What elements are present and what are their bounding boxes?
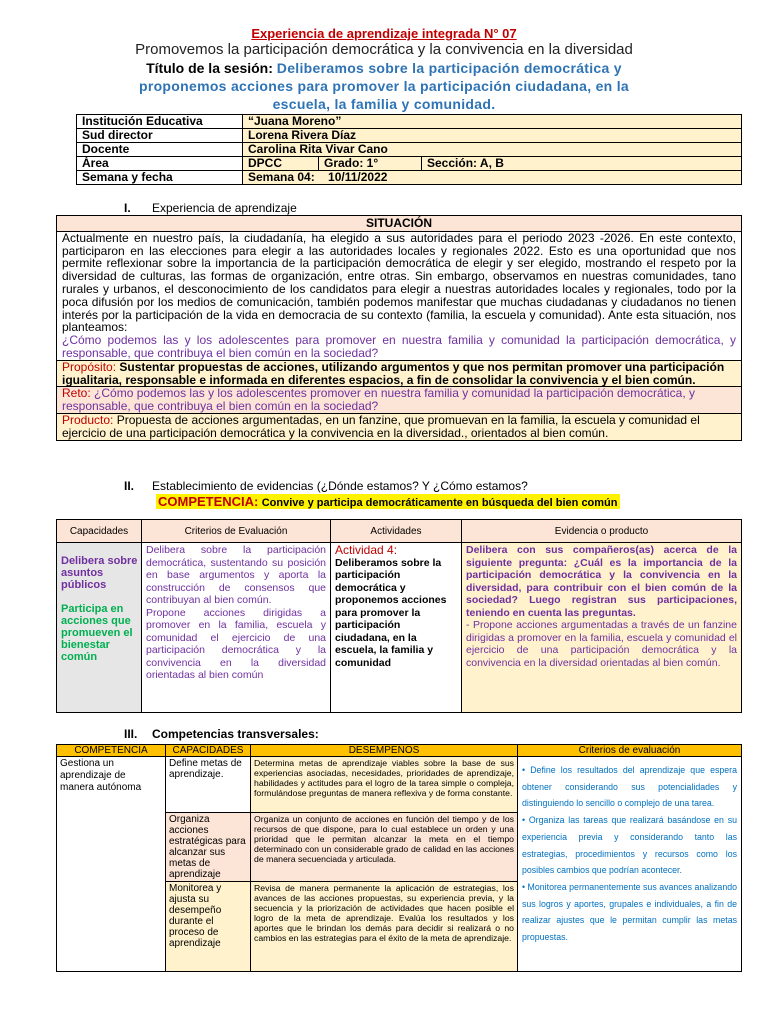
info-value: DPCC — [243, 157, 319, 171]
situacion-heading: SITUACIÓN — [57, 216, 742, 232]
transversales-table — [56, 744, 742, 972]
col-header: COMPETENCIA — [57, 745, 166, 757]
info-table — [76, 114, 742, 185]
session-label: Título de la sesión — [146, 60, 269, 76]
section-title: Experiencia de aprendizaje — [152, 201, 297, 215]
competencias-table — [56, 519, 742, 713]
evidencia-cell — [462, 543, 742, 713]
desempeno-cell: Organiza un conjunto de acciones en función del tiempo y de los recursos de que dispone, para lo cual establece un orden y una prioridad que le permitan alcanzar la meta en el tiempo determinado con un considerable grado de calidad en las acciones de manera secuenciada y articulada. — [251, 813, 518, 882]
competencia-label: COMPETENCIA: — [158, 494, 259, 509]
capacidad-cell: Organiza acciones estratégicas para alcanzar sus metas de aprendizaje — [166, 813, 251, 882]
situacion-text — [57, 231, 742, 360]
section-1-heading — [124, 201, 297, 215]
proposito-label: Propósito: — [62, 359, 117, 374]
situacion-question: ¿Cómo podemos las y los adolescentes para promover en nuestra familia y comunidad la participación democrática, y responsable, que contribuya el bien común en la sociedad? — [62, 333, 736, 360]
table-row — [77, 171, 742, 185]
col-header: Capacidades — [57, 520, 142, 543]
producto-label: Producto: — [62, 412, 114, 427]
criterios-cell — [518, 757, 742, 972]
actividad-text: Deliberamos sobre la participación democrática y proponemos acciones para promover la participación ciudadana, en la escuela, la familia y comunidad — [335, 556, 447, 669]
criterio-1: Delibera sobre la participación democrática, sustentando su posición en base argumentos y aporta la construcción de consensos que contribuyan al bien común. — [146, 544, 326, 606]
criterios-cell — [142, 543, 331, 713]
section-title: Establecimiento de evidencias (¿Dónde estamos? Y ¿Cómo estamos? — [152, 479, 528, 493]
info-grado: Grado: 1° — [319, 157, 422, 171]
section-title: Competencias transversales: — [152, 727, 319, 741]
session-title-block: Título de la sesión: Deliberamos sobre la participación democrática y proponemos acciones para promover la participación ciudadana, en la escuela, la familia y comunidad. — [138, 60, 629, 112]
section-number: I. — [124, 201, 131, 215]
info-value: Semana 04: 10/11/2022 — [243, 171, 742, 185]
info-key: Área — [77, 157, 243, 171]
producto-text: Propuesta de acciones argumentadas, en un fanzine, que promuevan en la familia, la escuela y comunidad el ejercicio de una participación democrática y la convivencia en la diversidad., orientados al bien común. — [62, 412, 700, 440]
info-key: Docente — [77, 143, 243, 157]
desempeno-cell: Determina metas de aprendizaje viables sobre la base de sus experiencias asociadas, necesidades, prioridades de aprendizaje, habilidades y actitudes para el logro de la tarea simple o compleja, formulándose preguntas de manera reflexiva y de forma constante. — [251, 757, 518, 813]
reto-cell — [57, 387, 742, 414]
col-header: CAPACIDADES — [166, 745, 251, 757]
situacion-table — [56, 215, 742, 441]
competencia-line — [156, 494, 620, 509]
criterio-3: • Monitorea permanentemente sus avances analizando sus logros y aportes, grupales e individuales, a fin de realizar ajustes que le permitan cumplir las metas propuestas. — [522, 881, 737, 943]
info-seccion: Sección: A, B — [422, 157, 742, 171]
col-header: DESEMPEÑOS — [251, 745, 518, 757]
section-3-heading — [124, 727, 319, 741]
table-row — [77, 157, 742, 171]
reto-label: Reto: — [62, 386, 91, 401]
competencia-cell: Gestiona un aprendizaje de manera autónoma — [57, 757, 166, 972]
proposito-text: Sustentar propuestas de acciones, utilizando argumentos y que nos permitan promover una participación igualitaria, responsable e informada en diferentes espacios, a fin de consolidar la convivencia y el bien común. — [62, 359, 725, 387]
info-value: Carolina Rita Vivar Cano — [243, 143, 742, 157]
actividad-label: Actividad 4: — [335, 543, 398, 557]
competencia-text: Convive y participa democráticamente en búsqueda del bien común — [261, 497, 618, 509]
capacidad-cell: Monitorea y ajusta su desempeño durante el proceso de aprendizaje — [166, 882, 251, 972]
info-value: “Juana Moreno” — [243, 115, 742, 129]
info-key: Semana y fecha — [77, 171, 243, 185]
criterio-2: • Organiza las tareas que realizará basándose en su experiencia previa y considerando tanto las estrategias, procedimientos y recursos como los posibles cambios que podrían acontecer. — [522, 815, 737, 876]
situacion-body: Actualmente en nuestro país, la ciudadanía, ha elegido a sus autoridades para el periodo 2023 -2026. En este contexto, participaron en las elecciones para elegir a las autoridades locales y regionales 2022. Esto es una oportunidad que nos permite reflexionar sobre la importancia de la participación democrática de elegir y ser elegido, mostrando el respeto por la diversidad de culturas, las formas de organización, entre otras. Sin embargo, observamos en nuestras comunidades, tano rurales y urbanos, el desconocimiento de los candidatos para elegir a nuestras autoridades locales y regionales, todo por la poca difusión por los medios de comunicación, también podemos manifestar que muchas ciudadanas y ciudadanos no tienen interés por la participación de la vida en democracia de su contexto (familia, la escuela y comunidad). Ante esta situación, nos planteamos: — [62, 230, 736, 335]
col-header: Criterios de Evaluación — [142, 520, 331, 543]
criterio-2: Propone acciones dirigidas a promover en la familia, escuela y comunidad el ejercicio de una participación democrática y la convivencia en la diversidad orientadas al bien común — [146, 606, 326, 681]
document-subtitle: Promovemos la participación democrática y la convivencia en la diversidad — [135, 41, 633, 58]
section-number: II. — [124, 479, 135, 493]
reto-text: ¿Cómo podemos las y los adolescentes promover en nuestra familia y comunidad la participación democrática, y responsable, que contribuya el bien común en la sociedad? — [62, 386, 695, 414]
desempeno-cell: Revisa de manera permanente la aplicación de estrategias, los avances de las acciones propuestas, su experiencia previa, y la secuencia y la priorización de actividades que hacen posible el logro de la meta de aprendizaje. Evalúa los resultados y los aportes que le brindan los demás para decidir si realizará o no cambios en las estrategias para el éxito de la meta de aprendizaje. — [251, 882, 518, 972]
capacidad-1: Delibera sobre asuntos públicos — [61, 555, 138, 591]
info-value: Lorena Rivera Díaz — [243, 129, 742, 143]
capacidades-cell — [57, 543, 142, 713]
proposito-cell — [57, 360, 742, 387]
info-key: Sud director — [77, 129, 243, 143]
criterio-1: • Define los resultados del aprendizaje que espera obtener considerando sus potencialidades y distinguiendo lo sencillo o complejo de una tarea. — [522, 765, 737, 809]
col-header: Criterios de evaluación — [518, 745, 742, 757]
session-title: Deliberamos sobre la participación democrática y proponemos acciones para promover la participación ciudadana, en la escuela, la familia y comunidad. — [138, 60, 629, 112]
section-2-heading — [124, 479, 528, 493]
actividades-cell — [331, 543, 462, 713]
col-header: Evidencia o producto — [462, 520, 742, 543]
document-title: Experiencia de aprendizaje integrada N° 07 — [251, 26, 517, 41]
capacidad-cell: Define metas de aprendizaje. — [166, 757, 251, 813]
table-row — [77, 115, 742, 129]
capacidad-2: Participa en acciones que promueven el bienestar común — [61, 603, 133, 663]
table-row — [77, 143, 742, 157]
section-number: III. — [124, 727, 138, 741]
table-row — [77, 129, 742, 143]
info-key: Institución Educativa — [77, 115, 243, 129]
producto-cell — [57, 413, 742, 440]
col-header: Actividades — [331, 520, 462, 543]
evidencia-1: Delibera con sus compañeros(as) acerca de la siguiente pregunta: ¿Cuál es la importancia de la participación democrática y la convivencia en la diversidad, para contribuir con el bien común de la sociedad? Luego registran sus participaciones, teniendo en cuenta las preguntas. — [466, 544, 737, 619]
evidencia-2: - Propone acciones argumentadas a través de un fanzine dirigidas a promover en la familia, escuela y comunidad el ejercicio de una participación democrática y la convivencia en la diversidad orientadas al bien común. — [466, 619, 737, 669]
